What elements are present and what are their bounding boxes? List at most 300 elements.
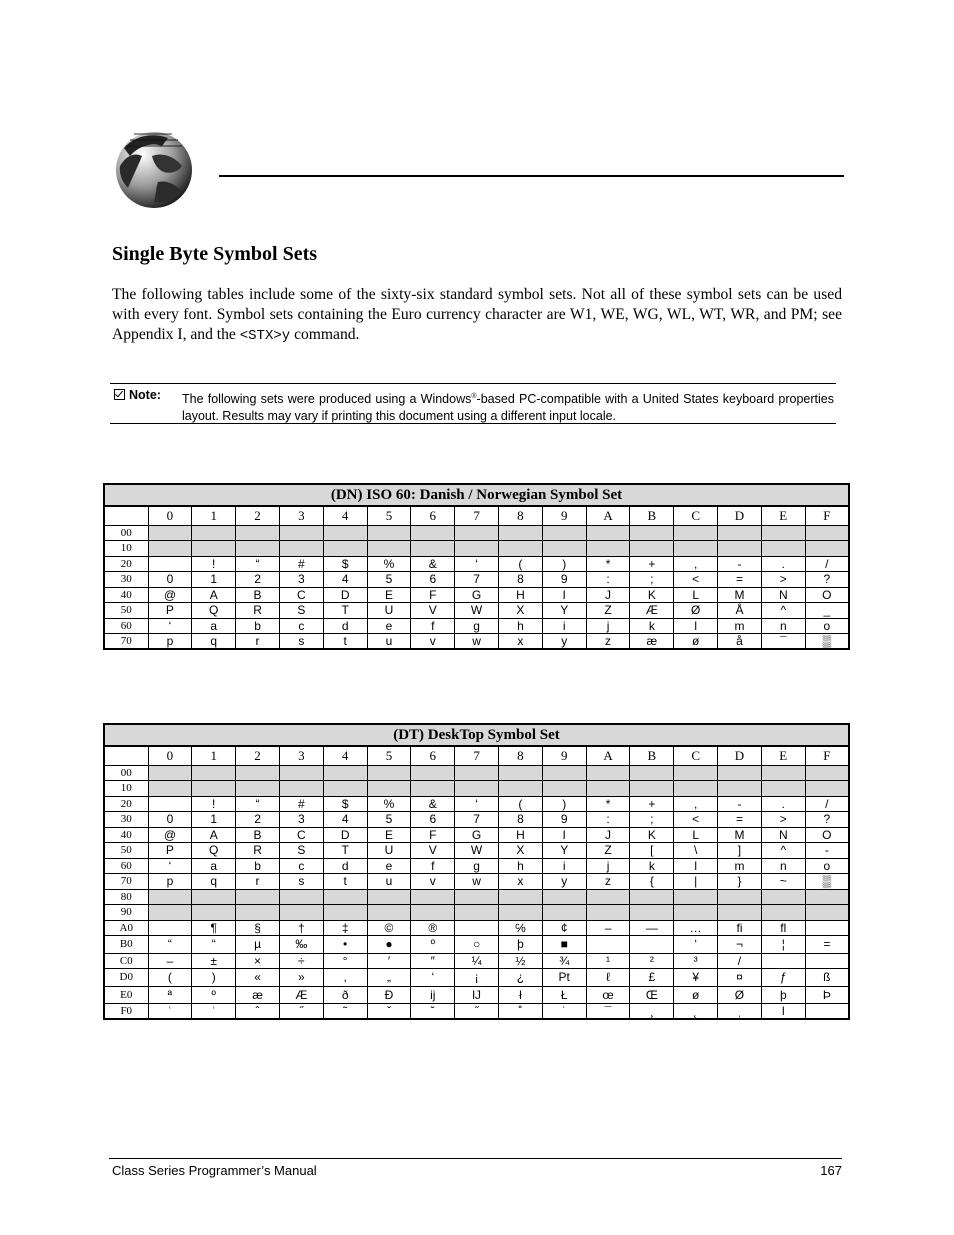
symbol-cell: 7: [455, 812, 499, 828]
symbol-cell: —: [630, 920, 674, 936]
symbol-cell: ¥: [674, 969, 718, 987]
symbol-cell: ©: [367, 920, 411, 936]
symbol-cell: ÷: [279, 953, 323, 969]
symbol-cell: [630, 889, 674, 905]
intro-paragraph: [112, 285, 842, 346]
symbol-cell: f: [411, 858, 455, 874]
symbol-cell: [674, 889, 718, 905]
symbol-cell: =: [718, 812, 762, 828]
symbol-cell: g: [455, 618, 499, 634]
column-header: 0: [148, 506, 192, 525]
symbol-cell: .: [761, 796, 805, 812]
symbol-cell: [236, 781, 280, 797]
symbol-cell: ð: [323, 986, 367, 1004]
symbol-cell: %: [367, 796, 411, 812]
symbol-cell: Q: [192, 843, 236, 859]
symbol-cell: 3: [279, 812, 323, 828]
symbol-cell: „: [367, 969, 411, 987]
symbol-cell: ø: [674, 986, 718, 1004]
page-title: Single Byte Symbol Sets: [112, 243, 318, 265]
symbol-cell: [499, 905, 543, 921]
table-row: [104, 905, 849, 921]
symbol-cell: ;: [630, 572, 674, 588]
footer-rule: [109, 1158, 842, 1159]
symbol-cell: [279, 889, 323, 905]
symbol-cell: [542, 525, 586, 541]
symbol-cell: x: [499, 634, 543, 650]
symbol-cell: 2: [236, 572, 280, 588]
row-header: 60: [104, 618, 148, 634]
symbol-cell: Å: [718, 603, 762, 619]
symbol-cell: ˜: [323, 1004, 367, 1020]
row-header: 50: [104, 843, 148, 859]
symbol-cell: [148, 525, 192, 541]
symbol-cell: –: [586, 920, 630, 936]
symbol-cell: [761, 765, 805, 781]
symbol-cell: Z: [586, 603, 630, 619]
symbol-cell: [192, 781, 236, 797]
symbol-cell: y: [542, 634, 586, 650]
symbol-cell: B: [236, 827, 280, 843]
symbol-cell: k: [630, 618, 674, 634]
symbol-cell: 1: [192, 812, 236, 828]
symbol-cell: ‘: [148, 618, 192, 634]
symbol-cell: ˝: [455, 1004, 499, 1020]
symbol-cell: [192, 905, 236, 921]
symbol-cell: e: [367, 618, 411, 634]
symbol-cell: F: [411, 827, 455, 843]
column-header: F: [805, 746, 849, 765]
symbol-cell: s: [279, 634, 323, 650]
column-header: 7: [455, 746, 499, 765]
symbol-cell: ½: [499, 953, 543, 969]
symbol-cell: ˝: [279, 1004, 323, 1020]
symbol-cell: Æ: [630, 603, 674, 619]
column-header: E: [761, 506, 805, 525]
symbol-cell: [630, 541, 674, 557]
symbol-cell: ): [542, 556, 586, 572]
symbol-cell: ǀ: [761, 1004, 805, 1020]
symbol-cell: ■: [542, 936, 586, 954]
note-label: [114, 388, 161, 402]
corner-cell: [104, 746, 148, 765]
symbol-cell: [761, 889, 805, 905]
symbol-cell: [630, 905, 674, 921]
symbol-cell: [279, 525, 323, 541]
symbol-cell: 6: [411, 572, 455, 588]
column-header: 4: [323, 746, 367, 765]
symbol-cell: ′: [367, 953, 411, 969]
symbol-cell: [367, 905, 411, 921]
row-header: 10: [104, 541, 148, 557]
symbol-cell: z: [586, 634, 630, 650]
column-header: B: [630, 506, 674, 525]
symbol-cell: 0: [148, 572, 192, 588]
symbol-cell: Q: [192, 603, 236, 619]
symbol-cell: Ł: [542, 986, 586, 1004]
symbol-cell: [499, 765, 543, 781]
stx-command-code: <STX>y: [239, 328, 291, 344]
symbol-cell: [323, 781, 367, 797]
row-header: D0: [104, 969, 148, 987]
symbol-cell: !: [192, 556, 236, 572]
symbol-cell: 8: [499, 812, 543, 828]
symbol-cell: [367, 765, 411, 781]
symbol-cell: Ø: [674, 603, 718, 619]
symbol-cell: [586, 525, 630, 541]
symbol-cell: [455, 920, 499, 936]
symbol-cell: [455, 541, 499, 557]
symbol-cell: ˇ: [367, 1004, 411, 1020]
column-header: D: [718, 506, 762, 525]
table-row: [104, 874, 849, 890]
symbol-cell: ®: [411, 920, 455, 936]
symbol-cell: [455, 765, 499, 781]
symbol-cell: ‘: [455, 796, 499, 812]
symbol-cell: 9: [542, 812, 586, 828]
symbol-cell: u: [367, 634, 411, 650]
symbol-cell: r: [236, 874, 280, 890]
symbol-cell: 6: [411, 812, 455, 828]
symbol-cell: ¤: [718, 969, 762, 987]
symbol-cell: ): [542, 796, 586, 812]
symbol-cell: R: [236, 843, 280, 859]
symbol-cell: “: [192, 936, 236, 954]
symbol-cell: -: [718, 796, 762, 812]
column-header: 5: [367, 746, 411, 765]
symbol-cell: ¶: [192, 920, 236, 936]
symbol-cell: w: [455, 634, 499, 650]
symbol-cell: :: [586, 572, 630, 588]
symbol-cell: D: [323, 827, 367, 843]
symbol-cell: [279, 765, 323, 781]
symbol-cell: ˛: [674, 1004, 718, 1020]
symbol-cell: J: [586, 827, 630, 843]
symbol-cell: /: [718, 953, 762, 969]
symbol-cell: #: [279, 556, 323, 572]
symbol-cell: W: [455, 603, 499, 619]
symbol-cell: [586, 541, 630, 557]
symbol-cell: [805, 953, 849, 969]
symbol-cell: U: [367, 603, 411, 619]
symbol-cell: T: [323, 843, 367, 859]
symbol-cell: l: [674, 618, 718, 634]
symbol-cell: [499, 889, 543, 905]
symbol-cell: [367, 541, 411, 557]
note-box: [110, 383, 836, 424]
symbol-cell: [192, 889, 236, 905]
symbol-cell: Ĳ: [455, 986, 499, 1004]
intro-text-end: command.: [290, 326, 360, 343]
symbol-cell: [674, 765, 718, 781]
symbol-cell: O: [805, 587, 849, 603]
symbol-cell: ¸: [630, 1004, 674, 1020]
table-row: [104, 587, 849, 603]
symbol-cell: [411, 889, 455, 905]
column-header: 0: [148, 746, 192, 765]
symbol-cell: V: [411, 843, 455, 859]
column-header: 5: [367, 506, 411, 525]
symbol-cell: [586, 781, 630, 797]
table-row: [104, 858, 849, 874]
symbol-cell: ł: [499, 986, 543, 1004]
column-header: A: [586, 506, 630, 525]
symbol-cell: W: [455, 843, 499, 859]
symbol-cell: [718, 525, 762, 541]
symbol-cell: D: [323, 587, 367, 603]
globe-logo-icon: [112, 126, 196, 210]
symbol-cell: [148, 905, 192, 921]
column-header: 6: [411, 506, 455, 525]
symbol-cell: [542, 781, 586, 797]
symbol-cell: [323, 765, 367, 781]
symbol-cell: †: [279, 920, 323, 936]
symbol-cell: ‘: [674, 936, 718, 954]
column-header: 2: [236, 506, 280, 525]
symbol-cell: [323, 889, 367, 905]
symbol-cell: ): [192, 969, 236, 987]
symbol-cell: [674, 541, 718, 557]
symbol-cell: [367, 525, 411, 541]
symbol-cell: ‰: [279, 936, 323, 954]
symbol-cell: ˘: [411, 1004, 455, 1020]
symbol-cell: [279, 781, 323, 797]
symbol-cell: q: [192, 634, 236, 650]
symbol-cell: ˆ: [236, 1004, 280, 1020]
symbol-cell: [586, 905, 630, 921]
symbol-cell: &: [411, 796, 455, 812]
table-row: [104, 603, 849, 619]
table-row: [104, 525, 849, 541]
symbol-cell: s: [279, 874, 323, 890]
column-header: C: [674, 746, 718, 765]
column-header: 1: [192, 746, 236, 765]
row-header: E0: [104, 986, 148, 1004]
symbol-cell: [367, 889, 411, 905]
symbol-cell: [761, 953, 805, 969]
symbol-cell: ;: [630, 812, 674, 828]
dt-symbol-table: [103, 723, 850, 1020]
symbol-cell: }: [718, 874, 762, 890]
symbol-cell: C: [279, 827, 323, 843]
symbol-cell: ﬂ: [761, 920, 805, 936]
symbol-cell: L: [674, 587, 718, 603]
symbol-cell: ,: [674, 796, 718, 812]
symbol-cell: <: [674, 572, 718, 588]
symbol-cell: ▒: [805, 874, 849, 890]
symbol-cell: t: [323, 874, 367, 890]
symbol-cell: [542, 905, 586, 921]
symbol-cell: [236, 765, 280, 781]
symbol-cell: Pt: [542, 969, 586, 987]
symbol-cell: B: [236, 587, 280, 603]
symbol-cell: þ: [499, 936, 543, 954]
symbol-cell: b: [236, 618, 280, 634]
column-header: 3: [279, 746, 323, 765]
row-header: 10: [104, 781, 148, 797]
symbol-cell: [148, 889, 192, 905]
symbol-cell: ʿ: [148, 1004, 192, 1020]
row-header: 50: [104, 603, 148, 619]
symbol-cell: q: [192, 874, 236, 890]
symbol-cell: Œ: [630, 986, 674, 1004]
symbol-cell: [455, 905, 499, 921]
symbol-cell: ^: [761, 603, 805, 619]
symbol-cell: %: [367, 556, 411, 572]
symbol-cell: 5: [367, 812, 411, 828]
symbol-cell: *: [586, 556, 630, 572]
symbol-cell: A: [192, 827, 236, 843]
symbol-cell: e: [367, 858, 411, 874]
table-row: [104, 618, 849, 634]
symbol-cell: ¯: [761, 634, 805, 650]
symbol-cell: k: [630, 858, 674, 874]
symbol-cell: “: [148, 936, 192, 954]
column-header: 2: [236, 746, 280, 765]
symbol-cell: [236, 541, 280, 557]
symbol-cell: [148, 796, 192, 812]
column-header: 3: [279, 506, 323, 525]
symbol-cell: -: [718, 556, 762, 572]
symbol-cell: /: [805, 796, 849, 812]
table-row: [104, 781, 849, 797]
symbol-cell: [148, 541, 192, 557]
symbol-cell: ×: [236, 953, 280, 969]
symbol-cell: [323, 905, 367, 921]
symbol-cell: +: [630, 556, 674, 572]
symbol-cell: c: [279, 618, 323, 634]
symbol-cell: [279, 541, 323, 557]
symbol-cell: E: [367, 827, 411, 843]
symbol-cell: [411, 765, 455, 781]
row-header: 30: [104, 812, 148, 828]
symbol-cell: p: [148, 634, 192, 650]
symbol-cell: ○: [455, 936, 499, 954]
symbol-cell: «: [236, 969, 280, 987]
symbol-cell: [411, 781, 455, 797]
symbol-cell: u: [367, 874, 411, 890]
symbol-cell: h: [499, 858, 543, 874]
symbol-cell: (: [148, 969, 192, 987]
symbol-cell: U: [367, 843, 411, 859]
row-header: 30: [104, 572, 148, 588]
symbol-cell: å: [718, 634, 762, 650]
column-header: 9: [542, 746, 586, 765]
symbol-cell: ª: [148, 986, 192, 1004]
row-header: 40: [104, 827, 148, 843]
symbol-cell: þ: [761, 986, 805, 1004]
row-header: 00: [104, 765, 148, 781]
symbol-cell: R: [236, 603, 280, 619]
symbol-cell: [805, 1004, 849, 1020]
symbol-cell: X: [499, 603, 543, 619]
symbol-cell: ƒ: [761, 969, 805, 987]
symbol-cell: S: [279, 603, 323, 619]
row-header: 70: [104, 874, 148, 890]
symbol-cell: [718, 765, 762, 781]
checkbox-icon: [114, 389, 125, 400]
column-header: A: [586, 746, 630, 765]
symbol-cell: [367, 781, 411, 797]
symbol-cell: “: [236, 796, 280, 812]
symbol-cell: F: [411, 587, 455, 603]
symbol-cell: [236, 525, 280, 541]
symbol-cell: [586, 889, 630, 905]
symbol-cell: o: [805, 618, 849, 634]
row-header: 80: [104, 889, 148, 905]
table-row: [104, 572, 849, 588]
registered-mark: ®: [471, 393, 477, 400]
symbol-cell: y: [542, 874, 586, 890]
symbol-cell: ¯: [586, 1004, 630, 1020]
symbol-cell: ¢: [542, 920, 586, 936]
symbol-cell: £: [630, 969, 674, 987]
symbol-cell: [805, 525, 849, 541]
symbol-cell: &: [411, 556, 455, 572]
table-row: [104, 634, 849, 650]
symbol-cell: ø: [674, 634, 718, 650]
symbol-cell: œ: [586, 986, 630, 1004]
symbol-cell: [586, 765, 630, 781]
symbol-cell: æ: [630, 634, 674, 650]
symbol-cell: ¬: [718, 936, 762, 954]
symbol-cell: ℓ: [586, 969, 630, 987]
symbol-cell: [805, 889, 849, 905]
symbol-cell: N: [761, 587, 805, 603]
symbol-cell: [674, 525, 718, 541]
symbol-cell: [279, 905, 323, 921]
symbol-cell: “: [236, 556, 280, 572]
table-row: [104, 889, 849, 905]
symbol-cell: ¹: [586, 953, 630, 969]
note-text-start: The following sets were produced using a Windows: [182, 392, 472, 407]
symbol-cell: *: [586, 796, 630, 812]
symbol-cell: ʾ: [192, 1004, 236, 1020]
symbol-cell: 7: [455, 572, 499, 588]
symbol-cell: ‘: [411, 969, 455, 987]
symbol-cell: m: [718, 858, 762, 874]
symbol-cell: [499, 525, 543, 541]
symbol-cell: µ: [236, 936, 280, 954]
symbol-cell: n: [761, 858, 805, 874]
symbol-cell: 0: [148, 812, 192, 828]
symbol-cell: ?: [805, 572, 849, 588]
symbol-cell: Æ: [279, 986, 323, 1004]
table-row: [104, 936, 849, 954]
symbol-cell: i: [542, 858, 586, 874]
symbol-cell: $: [323, 796, 367, 812]
symbol-cell: (: [499, 796, 543, 812]
symbol-cell: ¼: [455, 953, 499, 969]
symbol-cell: [148, 765, 192, 781]
row-header: 60: [104, 858, 148, 874]
symbol-cell: [148, 920, 192, 936]
table-row: [104, 1004, 849, 1020]
symbol-cell: Ø: [718, 986, 762, 1004]
table-row: [104, 827, 849, 843]
symbol-cell: v: [411, 874, 455, 890]
symbol-cell: ]: [718, 843, 762, 859]
symbol-cell: ĳ: [411, 986, 455, 1004]
symbol-cell: 5: [367, 572, 411, 588]
table-row: [104, 843, 849, 859]
symbol-cell: j: [586, 858, 630, 874]
symbol-cell: [148, 556, 192, 572]
header-rule: [219, 175, 844, 177]
symbol-cell: º: [411, 936, 455, 954]
symbol-cell: [805, 905, 849, 921]
symbol-cell: <: [674, 812, 718, 828]
